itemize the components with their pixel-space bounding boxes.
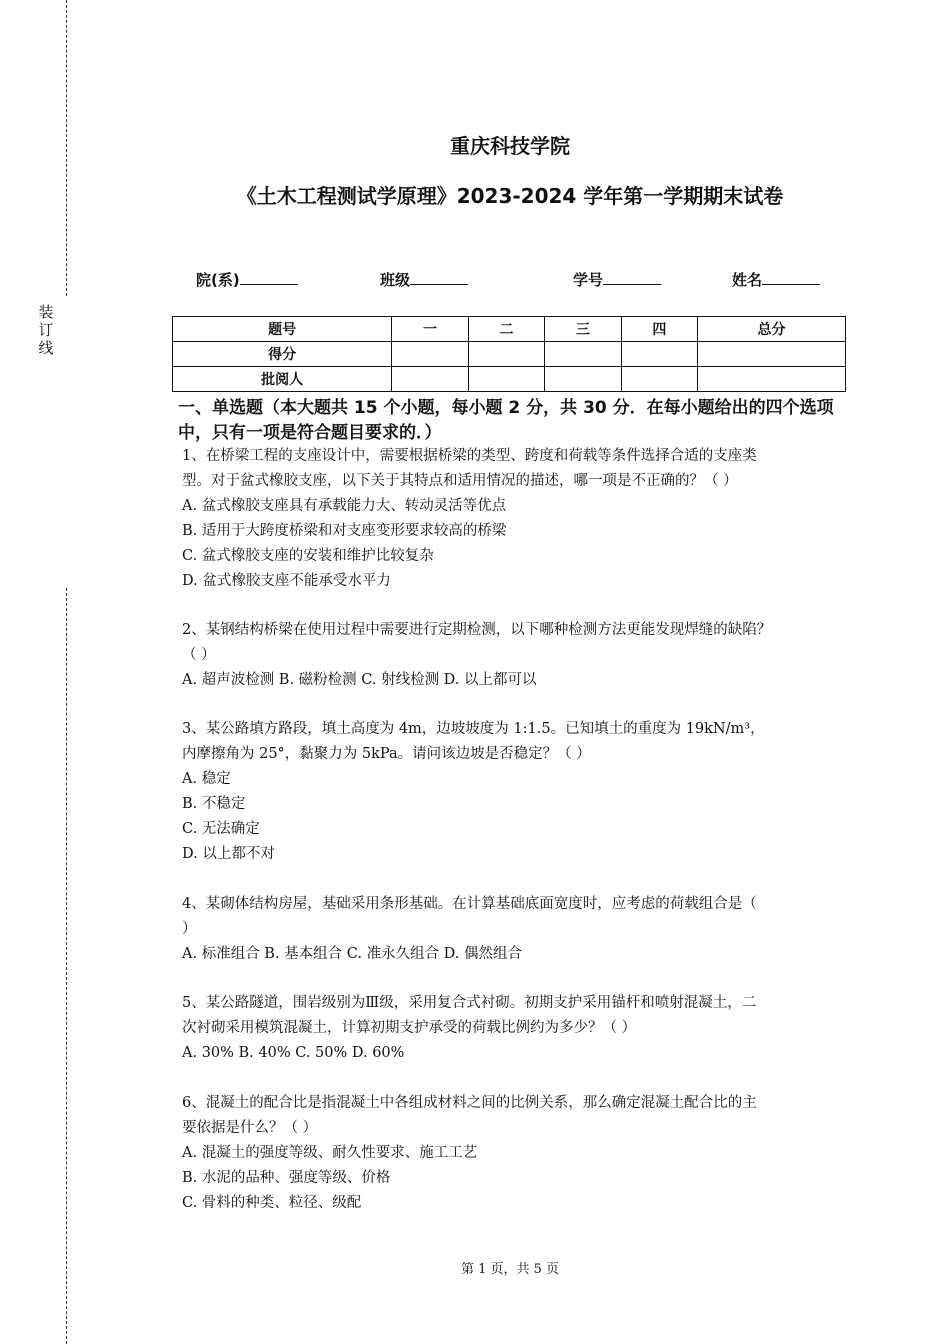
question-option: A. 混凝土的强度等级、耐久性要求、施工工艺 [182, 1145, 478, 1161]
score-table-row [173, 367, 846, 392]
student-id-blank[interactable] [603, 270, 661, 285]
dept-field [196, 269, 298, 290]
name-blank[interactable] [762, 270, 820, 285]
score-table-header-cell: 四 [621, 317, 697, 342]
student-id-field [573, 269, 661, 290]
question-4 [182, 892, 842, 967]
question-5 [182, 991, 842, 1066]
class-blank[interactable] [410, 270, 468, 285]
binding-line-bottom [66, 588, 67, 1344]
class-label: 班级 [380, 271, 411, 289]
score-cell[interactable] [392, 342, 468, 367]
binding-label [38, 303, 54, 357]
question-stem-line: 要依据是什么？（ ） [182, 1120, 318, 1136]
question-stem-line: 型。对于盆式橡胶支座，以下关于其特点和适用情况的描述，哪一项是不正确的？（ ） [182, 473, 738, 489]
section-heading: 一、单选题（本大题共 15 个小题，每小题 2 分，共 30 分．在每小题给出的四个选项中，只有一项是符合题目要求的．） [178, 398, 834, 443]
name-field [732, 269, 820, 290]
question-stem-line: 2、某钢结构桥梁在使用过程中需要进行定期检测，以下哪种检测方法更能发现焊缝的缺陷？ [182, 622, 772, 638]
question-option: A. 标准组合 B. 基本组合 C. 准永久组合 D. 偶然组合 [182, 946, 523, 962]
question-stem-line: 5、某公路隧道，围岩级别为Ⅲ级，采用复合式衬砌。初期支护采用锚杆和喷射混凝土，二 [182, 995, 757, 1011]
score-table-header-cell: 一 [392, 317, 468, 342]
question-stem-line: 6、混凝土的配合比是指混凝土中各组成材料之间的比例关系，那么确定混凝土配合比的主 [182, 1095, 757, 1111]
score-row-label: 得分 [173, 342, 392, 367]
score-table-header-cell: 总分 [698, 317, 846, 342]
page-number: 第 1 页，共 5 页 [460, 1262, 560, 1277]
question-option: B. 适用于大跨度桥梁和对支座变形要求较高的桥梁 [182, 523, 507, 539]
score-table-header-cell: 三 [545, 317, 621, 342]
question-stem-line: ） [182, 921, 197, 937]
question-stem-line: 1、在桥梁工程的支座设计中，需要根据桥梁的类型、跨度和荷载等条件选择合适的支座类 [182, 448, 757, 464]
score-table-header-row [173, 317, 846, 342]
dept-label: 院(系) [196, 271, 240, 289]
binding-char: 装 [38, 303, 54, 321]
reviewer-cell[interactable] [468, 367, 544, 392]
name-label: 姓名 [732, 271, 763, 289]
score-table-header-cell: 题号 [173, 317, 392, 342]
question-option: A. 30% B. 40% C. 50% D. 60% [182, 1045, 405, 1061]
school-name: 重庆科技学院 [450, 134, 570, 158]
question-option: C. 骨料的种类、粒径、级配 [182, 1195, 362, 1211]
question-option: D. 以上都不对 [182, 846, 275, 862]
reviewer-cell[interactable] [392, 367, 468, 392]
reviewer-row-label: 批阅人 [173, 367, 392, 392]
question-2 [182, 618, 842, 693]
question-stem-line: 内摩擦角为 25°，黏聚力为 5kPa。请问该边坡是否稳定？（ ） [182, 746, 591, 762]
score-table-header-cell: 二 [468, 317, 544, 342]
question-6 [182, 1091, 842, 1216]
question-stem-line: 4、某砌体结构房屋，基础采用条形基础。在计算基础底面宽度时，应考虑的荷载组合是（ [182, 896, 757, 912]
question-option: C. 盆式橡胶支座的安装和维护比较复杂 [182, 548, 434, 564]
question-option: B. 水泥的品种、强度等级、价格 [182, 1170, 391, 1186]
question-option: A. 超声波检测 B. 磁粉检测 C. 射线检测 D. 以上都可以 [182, 672, 537, 688]
score-cell[interactable] [545, 342, 621, 367]
class-field [380, 269, 468, 290]
question-stem-line: （ ） [182, 647, 216, 663]
question-option: A. 稳定 [182, 771, 231, 787]
question-option: D. 盆式橡胶支座不能承受水平力 [182, 573, 391, 589]
binding-char: 订 [38, 321, 54, 339]
score-table [172, 316, 846, 392]
question-3 [182, 717, 842, 867]
score-cell[interactable] [698, 342, 846, 367]
exam-title: 《土木工程测试学原理》2023-2024 学年第一学期期末试卷 [236, 184, 784, 208]
dept-blank[interactable] [240, 270, 298, 285]
question-stem-line: 次衬砌采用模筑混凝土，计算初期支护承受的荷载比例约为多少？（ ） [182, 1020, 637, 1036]
reviewer-cell[interactable] [545, 367, 621, 392]
score-table-row [173, 342, 846, 367]
reviewer-cell[interactable] [698, 367, 846, 392]
question-option: C. 无法确定 [182, 821, 260, 837]
score-cell[interactable] [621, 342, 697, 367]
student-id-label: 学号 [573, 271, 604, 289]
score-cell[interactable] [468, 342, 544, 367]
question-1 [182, 444, 842, 594]
question-stem-line: 3、某公路填方路段，填土高度为 4m，边坡坡度为 1:1.5。已知填土的重度为 19kN/m³， [182, 721, 765, 737]
binding-char: 线 [38, 339, 54, 357]
question-option: B. 不稳定 [182, 796, 246, 812]
question-option: A. 盆式橡胶支座具有承载能力大、转动灵活等优点 [182, 498, 507, 514]
reviewer-cell[interactable] [621, 367, 697, 392]
